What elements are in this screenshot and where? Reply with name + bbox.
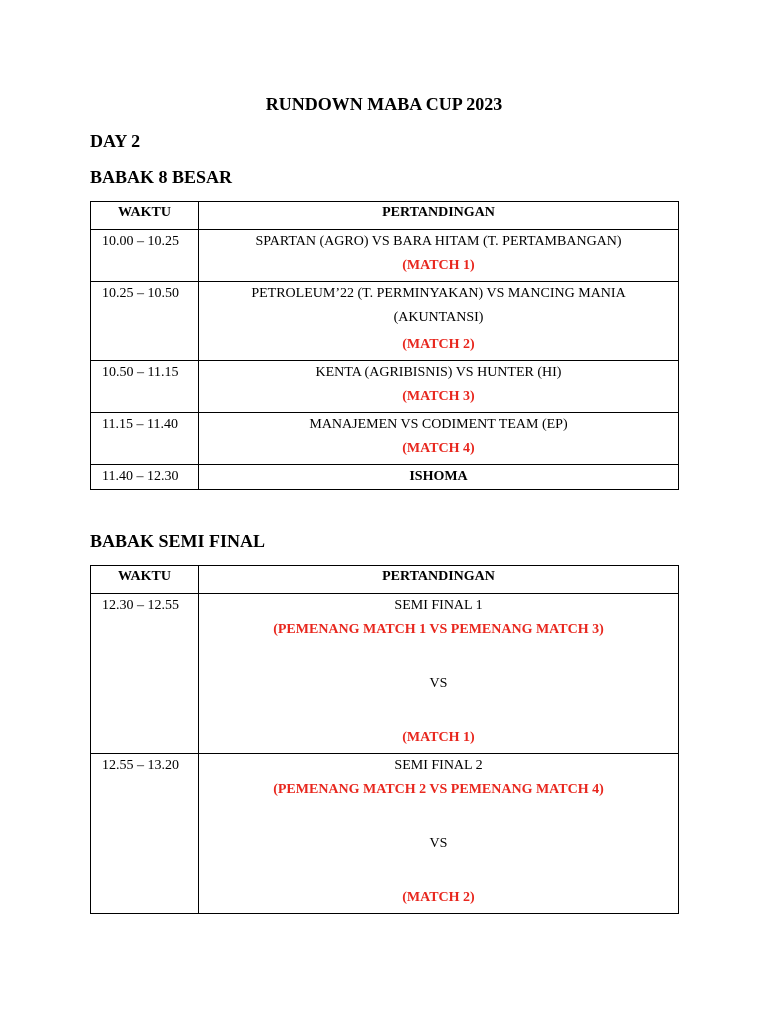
header-pertandingan: PERTANDINGAN xyxy=(199,202,679,230)
time-cell: 10.50 – 11.15 xyxy=(91,361,199,413)
semifinal-name: SEMI FINAL 1 xyxy=(394,598,483,613)
table-header-row xyxy=(91,202,679,230)
break-label: ISHOMA xyxy=(409,469,468,484)
match-teams-cont: (AKUNTANSI) xyxy=(393,310,484,325)
header-waktu: WAKTU xyxy=(91,566,199,594)
semifinal-pairing: (PEMENANG MATCH 2 VS PEMENANG MATCH 4) xyxy=(273,782,604,797)
table-row xyxy=(91,230,679,282)
time-cell: 12.55 – 13.20 xyxy=(91,754,199,914)
table-header-row xyxy=(91,566,679,594)
match-label: (MATCH 2) xyxy=(402,890,475,905)
match-label: (MATCH 2) xyxy=(402,337,475,352)
match-label: (MATCH 1) xyxy=(402,730,475,745)
match-cell xyxy=(199,413,679,465)
table-row xyxy=(91,361,679,413)
time-cell: 10.25 – 10.50 xyxy=(91,282,199,361)
table-row xyxy=(91,413,679,465)
document-title: RUNDOWN MABA CUP 2023 xyxy=(265,94,503,114)
time-cell: 10.00 – 10.25 xyxy=(91,230,199,282)
table-row xyxy=(91,465,679,490)
match-cell xyxy=(199,754,679,914)
match-cell xyxy=(199,594,679,754)
quarterfinal-heading: BABAK 8 BESAR xyxy=(90,167,233,187)
semifinal-heading: BABAK SEMI FINAL xyxy=(90,531,266,551)
vs-label: VS xyxy=(429,676,448,691)
match-label: (MATCH 4) xyxy=(402,441,475,456)
quarterfinal-table xyxy=(90,201,679,490)
match-teams: SPARTAN (AGRO) VS BARA HITAM (T. PERTAMBANGAN) xyxy=(255,234,622,249)
match-cell xyxy=(199,230,679,282)
match-label: (MATCH 3) xyxy=(402,389,475,404)
time-cell: 11.15 – 11.40 xyxy=(91,413,199,465)
match-teams: MANAJEMEN VS CODIMENT TEAM (EP) xyxy=(309,417,568,432)
semifinal-pairing: (PEMENANG MATCH 1 VS PEMENANG MATCH 3) xyxy=(273,622,604,637)
semifinal-table xyxy=(90,565,679,914)
break-cell xyxy=(199,465,679,490)
day-heading: DAY 2 xyxy=(90,131,141,151)
header-pertandingan: PERTANDINGAN xyxy=(199,566,679,594)
table-row xyxy=(91,754,679,914)
semifinal-name: SEMI FINAL 2 xyxy=(394,758,483,773)
match-label: (MATCH 1) xyxy=(402,258,475,273)
time-cell: 12.30 – 12.55 xyxy=(91,594,199,754)
match-cell xyxy=(199,282,679,361)
table-row xyxy=(91,282,679,361)
match-teams: KENTA (AGRIBISNIS) VS HUNTER (HI) xyxy=(315,365,562,380)
match-cell xyxy=(199,361,679,413)
table-row xyxy=(91,594,679,754)
header-waktu: WAKTU xyxy=(91,202,199,230)
time-cell: 11.40 – 12.30 xyxy=(91,465,199,490)
vs-label: VS xyxy=(429,836,448,851)
match-teams: PETROLEUM’22 (T. PERMINYAKAN) VS MANCING MANIA xyxy=(251,286,626,301)
